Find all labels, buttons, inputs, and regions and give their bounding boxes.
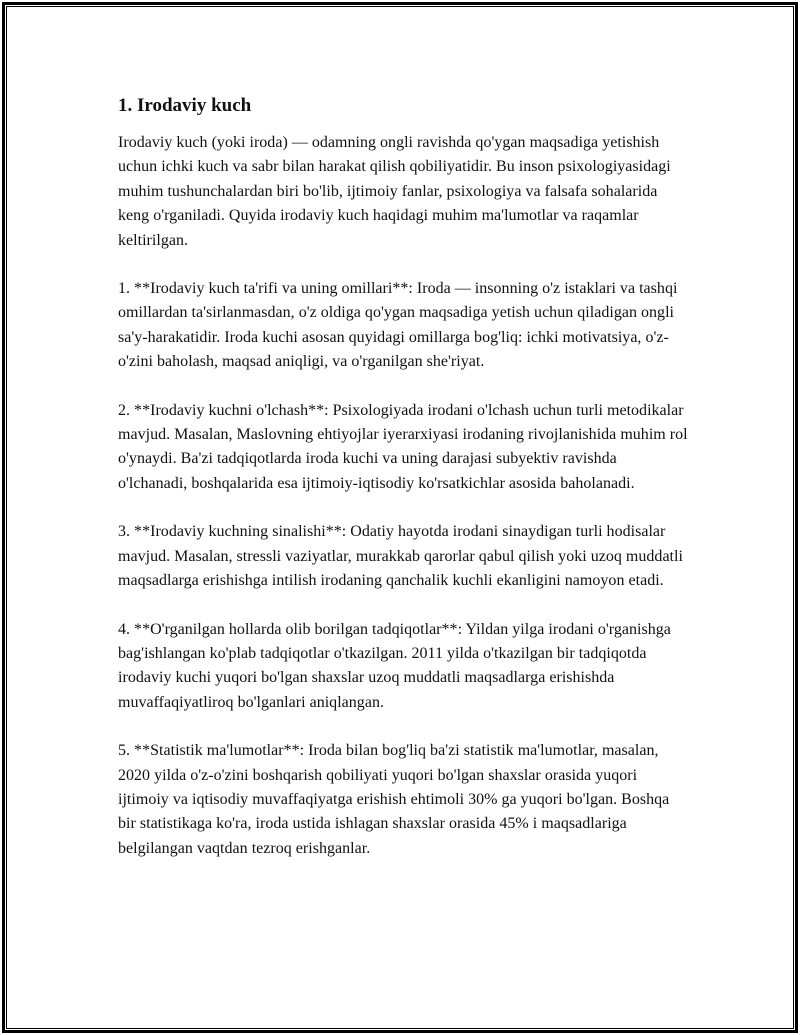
section-title: 1. Irodaviy kuch — [118, 95, 252, 116]
paragraph-2-measurement: 2. **Irodaviy kuchni o'lchash**: Psixologiyada irodani o'lchash uchun turli metodikalar mavjud. Masalan, Maslovning ehtiyojlar iyerarxiyasi irodaning rivojlanishida muhim rol o'ynaydi. Ba'zi tadqiqotlarda iroda kuchi va uning darajasi subyektiv ravishda o'lchanadi, boshqalarida esa ijtimoiy-iqtisodiy ko'rsatkichlar asosida baholanadi. — [118, 401, 688, 492]
paragraph-4-research: 4. **O'rganilgan hollarda olib borilgan tadqiqotlar**: Yildan yilga irodani o'rganishga bag'ishlangan ko'plab tadqiqotlar o'tkazilgan. 2011 yilda o'tkazilgan bir tadqiqotda irodaviy kuchi yuqori bo'lgan shaxslar uzoq muddatli maqsadlarga erishishda muvaffaqiyatliroq bo'lganlari aniqlangan. — [118, 620, 671, 711]
paragraph-3-testing: 3. **Irodaviy kuchning sinalishi**: Odatiy hayotda irodani sinaydigan turli hodisalar mavjud. Masalan, stressli vaziyatlar, murakkab qarorlar qabul qilish yoki uzoq muddatli maqsadlarga erishishga intilish irodaning qanchalik kuchli ekanligini namoyon etadi. — [118, 523, 683, 590]
document-body — [118, 92, 688, 885]
intro-paragraph: Irodaviy kuch (yoki iroda) — odamning ongli ravishda qo'ygan maqsadiga yetishish uchun ichki kuch va sabr bilan harakat qilish qobiliyatidir. Bu inson psixologiyasidagi muhim tushunchalardan biri bo'lib, ijtimoiy fanlar, psixologiya va falsafa sohalarida keng o'rganiladi. Quyida irodaviy kuch haqidagi muhim ma'lumotlar va raqamlar keltirilgan. — [118, 134, 671, 249]
paragraph-1-definition: 1. **Irodaviy kuch ta'rifi va uning omillari**: Iroda — insonning o'z istaklari va tashqi omillardan ta'sirlanmasdan, o'z oldiga qo'ygan maqsadiga yetish uchun qiladigan ongli sa'y-harakatidir. Iroda kuchi asosan quyidagi omillarga bog'liq: ichki motivatsiya, o'z-o'zini baholash, maqsad aniqligi, va o'rganilgan she'riyat. — [118, 280, 678, 371]
paragraph-5-statistics: 5. **Statistik ma'lumotlar**: Iroda bilan bog'liq ba'zi statistik ma'lumotlar, masalan, 2020 yilda o'z-o'zini boshqarish qobiliyati yuqori bo'lgan shaxslar orasida yuqori ijtimoiy va iqtisodiy muvaffaqiyatga erishish ehtimoli 30% ga yuqori bo'lgan. Boshqa bir statistikaga ko'ra, iroda ustida ishlagan shaxslar orasida 45% i maqsadlariga belgilangan vaqtdan tezroq erishganlar. — [118, 742, 670, 857]
